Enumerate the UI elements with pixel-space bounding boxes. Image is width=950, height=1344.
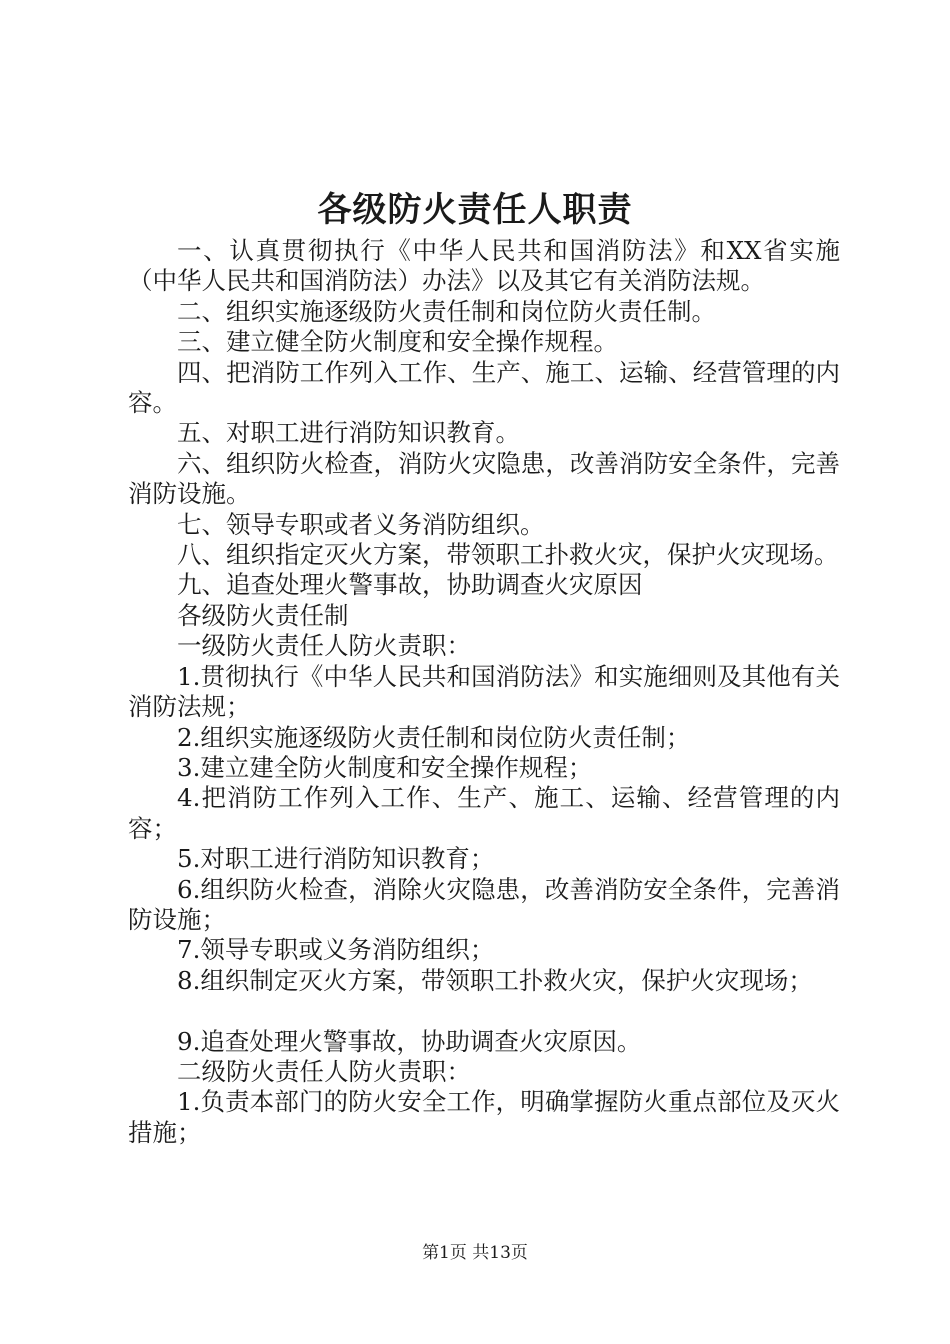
list-item: 5.对职工进行消防知识教育； <box>177 844 495 874</box>
document-title: 各级防火责任人职责 <box>317 190 633 230</box>
list-item: 1.贯彻执行《中华人民共和国消防法》和实施细则及其他有关消防法规； <box>128 661 840 722</box>
paragraph: 六、组织防火检查，消防火灾隐患，改善消防安全条件，完善消防设施。 <box>128 448 840 509</box>
list-item: 4.把消防工作列入工作、生产、施工、运输、经营管理的内容； <box>128 783 840 843</box>
list-item: 2.组织实施逐级防火责任制和岗位防火责任制； <box>177 722 691 752</box>
paragraph: 五、对职工进行消防知识教育。 <box>177 418 520 448</box>
paragraph: 七、领导专职或者义务消防组织。 <box>177 509 545 539</box>
subsection-heading: 二级防火责任人防火责职： <box>177 1056 471 1086</box>
list-item: 3.建立建全防火制度和安全操作规程； <box>177 752 593 782</box>
paragraph: 二、组织实施逐级防火责任制和岗位防火责任制。 <box>177 296 716 326</box>
blank-line <box>128 996 840 1026</box>
paragraph: 八、组织指定灭火方案，带领职工扑救火灾，保护火灾现场。 <box>177 540 839 570</box>
paragraph: 九、追查处理火警事故，协助调查火灾原因 <box>177 570 643 600</box>
list-item: 6.组织防火检查，消除火灾隐患，改善消防安全条件，完善消防设施； <box>128 874 840 934</box>
paragraph: 一、认真贯彻执行《中华人民共和国消防法》和XX省实施（中华人民共和国消防法）办法》以及其它有关消防法规。 <box>128 236 840 296</box>
list-item: 7.领导专职或义务消防组织； <box>177 935 495 965</box>
list-item: 9.追查处理火警事故，协助调查火灾原因。 <box>177 1026 642 1056</box>
document-body <box>128 236 840 1148</box>
paragraph: 三、建立健全防火制度和安全操作规程。 <box>177 327 618 357</box>
list-item: 1.负责本部门的防火安全工作，明确掌握防火重点部位及灭火措施； <box>128 1087 840 1147</box>
list-item: 8.组织制定灭火方案，带领职工扑救火灾，保护火灾现场； <box>177 965 813 995</box>
section-heading: 各级防火责任制 <box>177 600 349 630</box>
subsection-heading: 一级防火责任人防火责职： <box>177 631 471 661</box>
paragraph: 四、把消防工作列入工作、生产、施工、运输、经营管理的内容。 <box>128 357 840 418</box>
page-number: 第1页 共13页 <box>422 1243 528 1263</box>
